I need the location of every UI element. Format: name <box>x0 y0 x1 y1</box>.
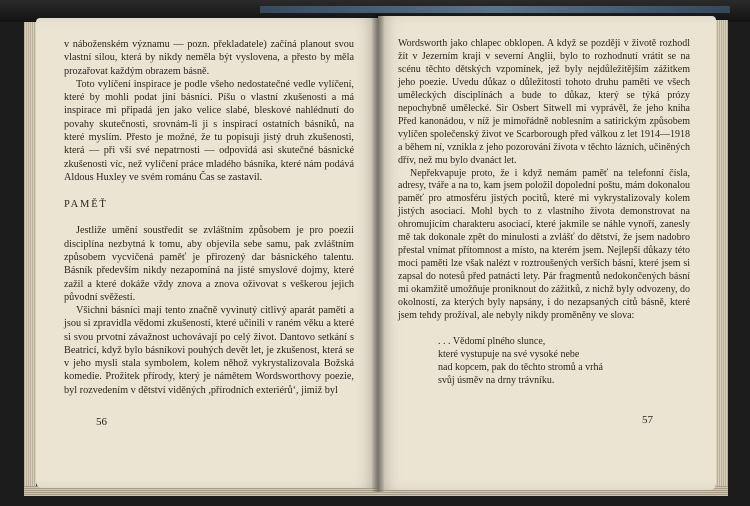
poem-quote <box>438 336 690 388</box>
paragraph: Nepřekvapuje proto, že i když nemám paměť na telefonní čísla, adresy, tváře a na to, kam jsem položil dopolední poštu, mám dokonalou paměť pro atmosféru jistých pocitů, které mi vykrystalizovaly kolem jistých asociací. Mohl bych to z vlastního života demonstrovat na ohromujícím charakteru asociací, které jakmile se náhle vynoří, zanesly mě tak dokonale zpět do minulosti a zvlášť do dětství, že jsem nadobro přestal vnímat přítomnost a místo, na kterém jsem. Nejlepší důkazy této moci paměti lze však nalézt v roztroušených verších básní, které jsem si zapsal do notesů před patnácti lety. Pár fragmentů nedokončených básní mi okamžitě umožňuje proniknout do zážitků, z nichž byly odvozeny, do okolností, za kterých byly napsány, i do nezapsaných citů básně, které jsem tehdy prožíval, ale nebyly nikdy proměněny ve slova: <box>398 167 690 322</box>
page-number: 57 <box>642 414 653 426</box>
book-gutter <box>372 14 384 492</box>
cover-spine-strip <box>260 6 730 13</box>
paragraph: Jestliže umění soustředit se zvláštním způsobem je pro poezii disciplína nezbytná k tomu, aby objevila sebe samu, pak zvláštním způsobem vycvičená paměť je přirozený dar básnického talentu. Básník především nikdy nezapomíná na jisté smyslové dojmy, které zažil a které dokáže vždy znova a znova oživovat s veškerou jejich původní svěžestí. <box>64 225 354 303</box>
poem-line: nad kopcem, pak do těchto stromů a vrhá <box>438 361 603 373</box>
paragraph: v náboženském významu — pozn. překladatele) začíná planout svou vlastní silou, která by nikdy neměla být vyslovena, a přesto by měla prozařovat každým obrazem básně. <box>64 39 354 77</box>
left-page-text <box>64 38 354 397</box>
paragraph: Všichni básníci mají tento značně vyvinutý citlivý aparát paměti a jsou si zpravidla vědomi zkušeností, které učinili v raném věku a které si svou prvotní závažnost uchovávají po celý život. Dantovo setkání s Beatricí, když bylo básníkovi pouhých devět let, je zkušenost, která se v jeho mysli stala symbolem, kolem něhož vykrystalizovala Božská komedie. Prožitek přírody, který je námětem Wordsworthovy poezie, byl rozvedením v dětství viděných ,přírodních exteriérů‘, jimiž byl <box>64 305 354 396</box>
left-page-edges <box>24 22 36 488</box>
right-page-edges <box>716 20 728 490</box>
page-number: 56 <box>96 416 107 428</box>
left-page <box>36 18 378 488</box>
poem-line: svůj úsměv na drny trávníku. <box>438 374 555 386</box>
section-heading: PAMĚŤ <box>64 199 108 211</box>
poem-line: které vystupuje na své vysoké nebe <box>438 348 580 360</box>
right-page-text <box>398 38 690 388</box>
paragraph: Wordsworth jako chlapec obklopen. A když se později v životě rozhodl žít v Jezerním kraji v severní Anglii, bylo to rozhodnutí vrátit se na scénu těchto dětských vzpomínek, jež byly nejdůležitějším zážitkem jeho poezie. Uvedu důkaz o důležitosti tohoto druhu paměti ve všech uměleckých disciplínách a bude to důkaz, který se týká prózy nepochybně umělecké. Sir Osbert Sitwell mi vyprávěl, že jeho kniha Před kanonádou, v níž je mimořádně noblesním a satirickým způsobem vylíčen společenský život ve Scarborough před válkou z let 1914—1918 a během ní, vznikla z jeho pozorování života v těchto lázních, učiněných dřív, než mu bylo dvanáct let. <box>398 38 690 166</box>
poem-line: . . . Vědomí plného slunce, <box>438 335 546 347</box>
right-page <box>378 16 716 490</box>
paragraph: Toto vylíčení inspirace je podle všeho nedostatečné vedle vylíčení, které by mohli podat jiní básníci. Píšu o vlastní zkušenosti a má inspirace mi připadá jen jako velice slabé, bleskové nahlédnutí do povahy skutečnosti, srovnám-li ji s inspirací ostatních básníků, na které myslím. Přesto je možné, že tu popisuji jistý druh zkušenosti, která — při vší své nepatrnosti — odpovídá asi skutečné básnické zkušenosti víc, než vylíčení práce mladého básníka, které nám podává Aldous Huxley ve svém románu Čas se zastavil. <box>64 78 354 183</box>
